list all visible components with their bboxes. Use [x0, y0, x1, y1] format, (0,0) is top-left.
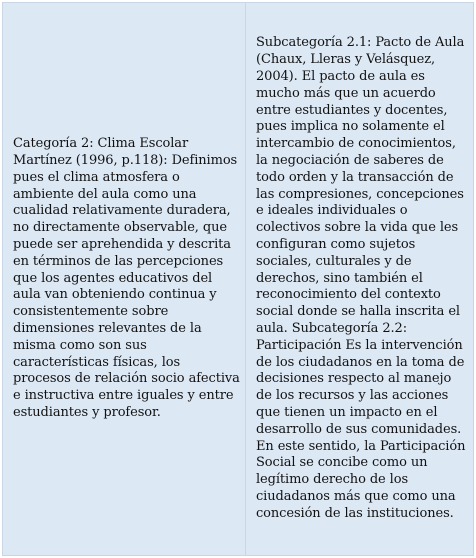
table-body — [3, 3, 474, 556]
subcategory-cell — [246, 3, 474, 556]
category-table — [2, 2, 474, 556]
subcategory-text: Subcategoría 2.1: Pacto de Aula (Chaux, Lleras y Velásquez, 2004). El pacto de aula es mucho más que un acuerdo entre estudiantes y docentes, pues implica no solamente el intercambio de conocimientos, la negociación de saberes de todo orden y la transacción de las compresiones, concepciones e ideales individuales o colectivos sobre la vida que les configuran como sujetos sociales, culturales y de derechos, sino también el reconocimiento del contexto social donde se halla inscrita el aula. Subcategoría 2.2: Participación Es la intervención de los ciudadanos en la toma de decisiones respecto al manejo de los recursos y las acciones que tienen un impacto en el desarrollo de sus comunidades. En este sentido, la Participación Social se concibe como un legítimo derecho de los ciudadanos más que como una concesión de las instituciones. — [256, 35, 466, 521]
document-table-wrapper — [2, 2, 474, 556]
category-cell — [3, 3, 246, 556]
category-text: Categoría 2: Clima Escolar Martínez (1996, p.118): Definimos pues el clima atmosfera o ambiente del aula como una cualidad relativamente duradera, no directamente observable, que puede ser aprehendida y descrita en términos de las percepciones que los agentes educativos del aula van obteniendo continua y consistentemente sobre dimensiones relevantes de la misma como son sus características físicas, los procesos de relación socio afectiva e instructiva entre iguales y entre estudiantes y profesor. — [13, 136, 240, 420]
table-row — [3, 3, 474, 556]
